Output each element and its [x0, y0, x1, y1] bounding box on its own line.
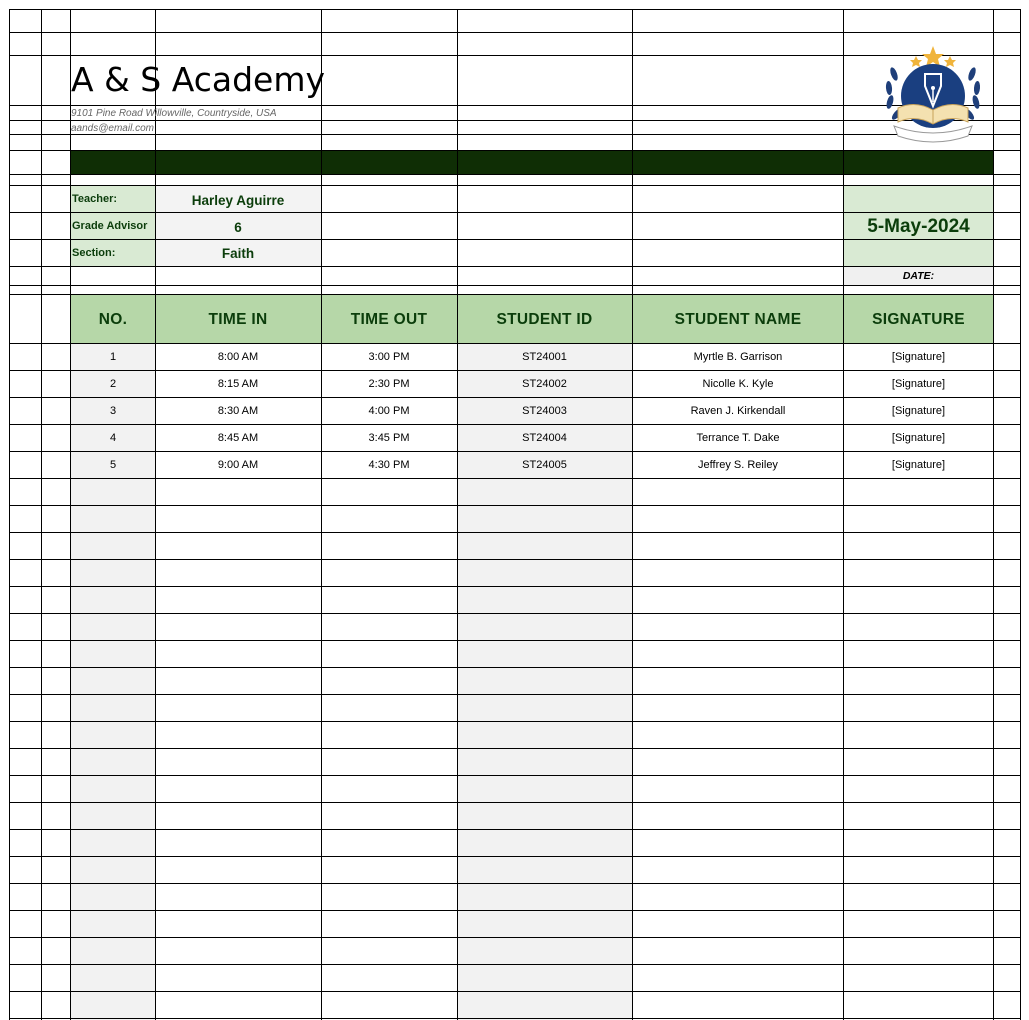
cell-time-in: 9:00 AM [217, 459, 259, 471]
section-value: Faith [221, 245, 255, 261]
cell-student-id: ST24003 [522, 405, 567, 417]
cell-time-out: 3:45 PM [368, 432, 410, 444]
cell-student-name: Jeffrey S. Reiley [698, 459, 778, 471]
school-name: A & S Academy [71, 60, 326, 99]
cell-signature: [Signature] [891, 351, 946, 363]
school-address: 9101 Pine Road Willowville, Countryside, USA [71, 108, 277, 119]
school-email: aands@email.com [71, 123, 154, 134]
cell-time-in: 8:30 AM [217, 405, 259, 417]
header-time-in: TIME IN [208, 310, 268, 328]
cell-student-name: Raven J. Kirkendall [690, 405, 786, 417]
cell-time-in: 8:00 AM [217, 351, 259, 363]
cell-signature: [Signature] [891, 378, 946, 390]
cell-time-out: 2:30 PM [368, 378, 410, 390]
cell-student-id: ST24004 [522, 432, 567, 444]
teacher-label: Teacher: [72, 193, 118, 205]
date-value: 5-May-2024 [867, 215, 970, 237]
academy-logo-icon [880, 44, 986, 144]
cell-student-name: Myrtle B. Garrison [693, 351, 783, 363]
teacher-value: Harley Aguirre [191, 192, 285, 208]
cell-no: 3 [109, 405, 117, 417]
cell-time-out: 4:30 PM [368, 459, 410, 471]
date-label: DATE: [902, 270, 935, 282]
cell-no: 5 [109, 459, 117, 471]
cell-no: 4 [109, 432, 117, 444]
cell-student-name: Nicolle K. Kyle [702, 378, 774, 390]
cell-time-out: 4:00 PM [368, 405, 410, 417]
cell-no: 2 [109, 378, 117, 390]
cell-signature: [Signature] [891, 432, 946, 444]
cell-time-in: 8:15 AM [217, 378, 259, 390]
cell-student-id: ST24002 [522, 378, 567, 390]
header-signature: SIGNATURE [872, 310, 965, 328]
header-no: NO. [98, 310, 128, 328]
header-student-name: STUDENT NAME [674, 310, 802, 328]
grade-advisor-label: Grade Advisor [72, 220, 148, 232]
cell-signature: [Signature] [891, 405, 946, 417]
header-time-out: TIME OUT [350, 310, 428, 328]
section-label: Section: [72, 247, 116, 259]
cell-time-out: 3:00 PM [368, 351, 410, 363]
cell-time-in: 8:45 AM [217, 432, 259, 444]
cell-no: 1 [109, 351, 117, 363]
cell-student-name: Terrance T. Dake [696, 432, 780, 444]
header-student-id: STUDENT ID [496, 310, 593, 328]
grade-value: 6 [234, 219, 242, 235]
cell-signature: [Signature] [891, 459, 946, 471]
cell-student-id: ST24001 [522, 351, 567, 363]
cell-student-id: ST24005 [522, 459, 567, 471]
